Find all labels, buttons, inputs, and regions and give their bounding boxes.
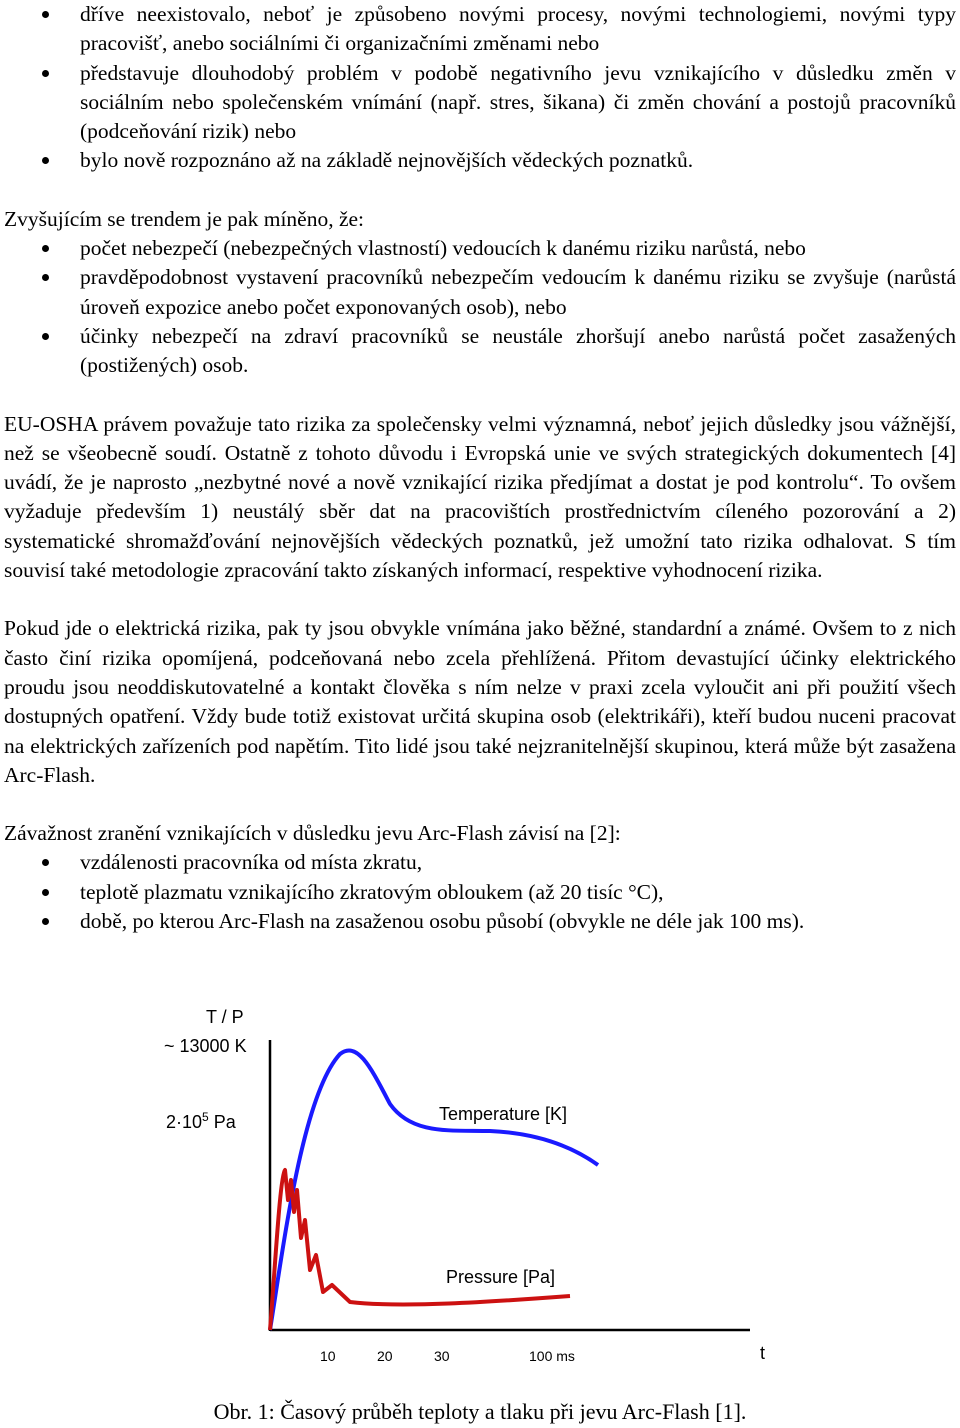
x-axis-label: t (760, 1343, 766, 1363)
x-tick-label: 20 (377, 1348, 393, 1364)
pressure-curve-label: Pressure [Pa] (446, 1267, 556, 1287)
x-tick-label: 10 (320, 1348, 336, 1364)
list-item: vzdálenosti pracovníka od místa zkratu, (4, 848, 956, 877)
severity-factors-list (4, 848, 956, 936)
arc-flash-figure (150, 1000, 800, 1380)
caption-text: Časový průběh teploty a tlaku při jevu Arc-Flash [1]. (274, 1399, 747, 1424)
paragraph-electrical-risks: Pokud jde o elektrická rizika, pak ty jsou obvykle vnímána jako běžné, standardní a známé. Ovšem to z nich často činí rizika opomíjená, podceňovaná nebo zcela přehlížená. Přitom devastující účinky elektrického proudu jsou neoddiskutovatelné a kontakt člověka s ním nelze v praxi zcela vyloučit ani při použití všech dostupných opatření. Vždy bude totiž existovat určitá skupina osob (elektrikáři), kteří budou nuceni pracovat na elektrických zařízeních pod napětím. Tito lidé jsou také nejzranitelnější skupinou, která může být zasažena Arc-Flash. (4, 616, 956, 787)
new-risk-criteria-list (4, 0, 956, 176)
list-item: počet nebezpečí (nebezpečných vlastností) vedoucích k danému riziku narůstá, nebo (4, 234, 956, 263)
list-item: teplotě plazmatu vznikajícího zkratovým obloukem (až 20 tisíc °C), (4, 878, 956, 907)
paragraph-eu-osha: EU-OSHA právem považuje tato rizika za společensky velmi významná, neboť jejich důsledky jsou vážnější, než se všeobecně soudí. Ostatně z tohoto důvodu i Evropská unie ve svých strategických dokumentech [4] uvádí, že je naprosto „nezbytné nové a nově vznikající rizika předjímat a dostat je pod kontrolu“. To ovšem vyžaduje především 1) neustálý sběr dat na pracovištích prostřednictvím cíleného pozorování a 2) systematické shromažďování nejnovějších vědeckých poznatků, jež umožní tato rizika odhalovat. S tím souvisí také metodologie zpracování takto získaných informací, respektive vyhodnocení rizika. (4, 411, 956, 583)
pressure-peak-label: $2\cdot 10^5$ Pa (166, 1110, 236, 1132)
list-item: dříve neexistovalo, neboť je způsobeno novými procesy, novými technologiemi, novými typy pracovišť, anebo sociálními či organizačními změnami nebo (4, 0, 956, 59)
temperature-curve (270, 1050, 598, 1330)
trend-intro: Zvyšujícím se trendem je pak míněno, že: (4, 206, 365, 231)
pressure-curve (270, 1170, 570, 1330)
x-tick-label: 100 ms (529, 1348, 575, 1364)
severity-intro: Závažnost zranění vznikajících v důsledku jevu Arc-Flash závisí na [2]: (4, 821, 621, 846)
arc-flash-diagram (150, 1000, 800, 1380)
caption-number: 1: (252, 1399, 275, 1424)
list-item: představuje dlouhodobý problém v podobě negativního jevu vznikajícího v důsledku změn v sociálním nebo společenském vnímání (např. stres, šikana) či změn chování a postojů pracovníků (podceňování rizik) nebo (4, 59, 956, 147)
temperature-peak-label: ~ 13000 K (164, 1036, 247, 1056)
list-item: době, po kterou Arc-Flash na zasaženou osobu působí (obvykle ne déle jak 100 ms). (4, 907, 956, 936)
trend-criteria-list (4, 234, 956, 380)
list-item: účinky nebezpečí na zdraví pracovníků se neustále zhoršují anebo narůstá počet zasažených (postižených) osob. (4, 322, 956, 381)
x-tick-label: 30 (434, 1348, 450, 1364)
temperature-curve-label: Temperature [K] (439, 1104, 568, 1124)
list-item: bylo nově rozpoznáno až na základě nejnovějších vědeckých poznatků. (4, 146, 956, 175)
list-item: pravděpodobnost vystavení pracovníků nebezpečím vedoucím k danému riziku se zvyšuje (narůstá úroveň expozice anebo počet exponovaných osob), nebo (4, 263, 956, 322)
document-page (4, 0, 956, 936)
y-axis-label: T / P (206, 1007, 244, 1027)
figure-caption (0, 1397, 960, 1426)
caption-prefix: Obr. (213, 1399, 253, 1424)
